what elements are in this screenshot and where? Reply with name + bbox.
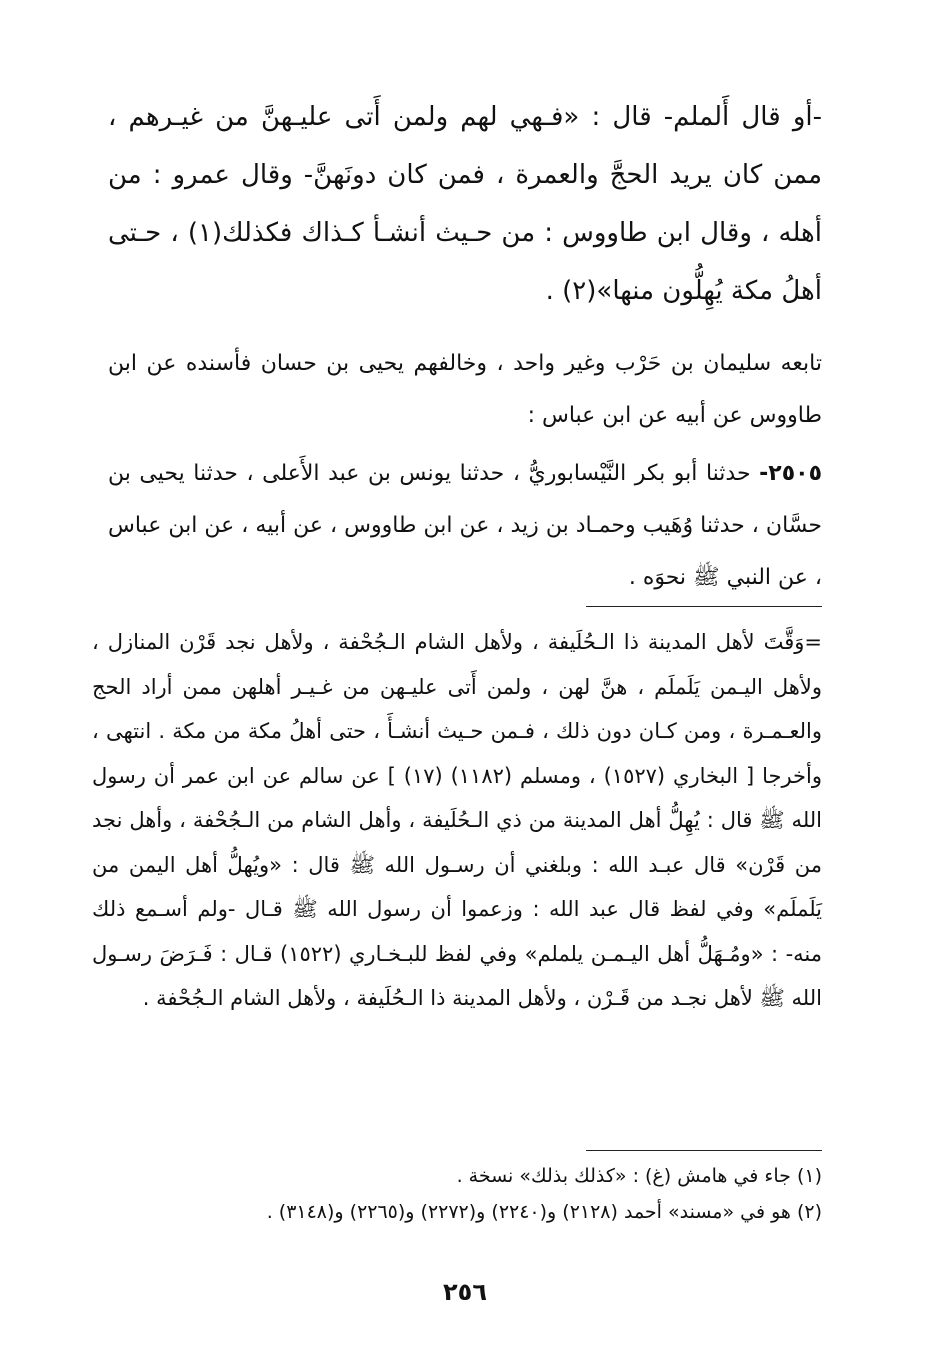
hadith-text: حدثنا أبو بكر النَّيْسابوريُّ ، حدثنا يونس بن عبد الأَعلى ، حدثنا يحيى بن حسَّان ، حدثنا وُهَيب وحمـاد بن زيد ، عن ابن طاووس ، عن أبيه ، عن ابن عباس ، عن النبي ﷺ نحوَه . [108, 461, 822, 590]
footnote-2: (٢) هو في «مسند» أحمد (٢١٢٨) و(٢٢٤٠) و(٢٢٧٢) و(٢٢٦٥) و(٣١٤٨) . [266, 1201, 822, 1223]
main-paragraph: -أو قال أَلملم- قال : «فـهي لهم ولمن أَتى عليـهنَّ من غيـرهم ، ممن كان يريد الحجَّ والعمرة ، فمن كان دونَهنَّ- وقال عمرو : من أهله ، وقال ابن طاووس : من حـيث أنشـأ كـذاك فكذلك(١) ، حـتى أهلُ مكة يُهِلُّون منها»(٢) . [108, 102, 822, 306]
main-text-block [108, 88, 822, 320]
footnote-separator-bottom [586, 1150, 822, 1151]
narration-intro: تابعه سليمان بن حَرْب وغير واحد ، وخالفهم يحيى بن حسان فأسنده عن ابن طاووس عن أبيه عن ابن عباس : [108, 351, 822, 428]
narration-block [108, 338, 822, 604]
hadith-number: ٢٥٠٥- [759, 461, 822, 486]
page-number: ٢٥٦ [443, 1278, 487, 1306]
document-page [92, 88, 823, 1306]
commentary-text: =وَقَّتَ لأهل المدينة ذا الـحُلَيفة ، ولأهل الشام الـجُحْفة ، ولأهل نجد قَرْن المنازل ، ولأهل اليـمن يَلَملَم ، هنَّ لهن ، ولمن أَتى عليـهن من غـيـر أهلهن ممن أراد الحج والعـمـرة ، ومن كـان دون ذلك ، فـمن حـيث أنشـأَ ، حتى أهلُ مكة من مكة . انتهى ، وأخرجا [ البخاري (١٥٢٧) ، ومسلم (١١٨٢) (١٧) ] عن سالم عن ابن عمر أن رسول الله ﷺ قال : يُهِلُّ أهل المدينة من ذي الـحُلَيفة ، وأهل الشام من الـجُحْفة ، وأهل نجد من قَرْن» قال عبـد الله : وبلغني أن رسـول الله ﷺ قال : «ويُهلُّ أهل اليمن من يَلَملَم» وفي لفظ قال عبد الله : وزعموا أن رسول الله ﷺ قـال -ولم أسـمع ذلك منه- : «ومُـهَلُّ أهل اليـمـن يلملم» وفي لفظ للبـخـاري (١٥٢٢) قـال : فَـرَضَ رسـول الله ﷺ لأهل نجـد من قَـرْن ، ولأهل المدينة ذا الـحُلَيفة ، ولأهل الشام الـجُحْفة . [92, 630, 823, 1010]
footnote-separator-top [586, 606, 822, 607]
commentary-block [92, 620, 822, 1021]
hadith-paragraph [108, 448, 822, 604]
footnotes-block [108, 1158, 822, 1230]
footnote-1: (١) جاء في هامش (غ) : «كذلك بذلك» نسخة . [456, 1165, 822, 1187]
